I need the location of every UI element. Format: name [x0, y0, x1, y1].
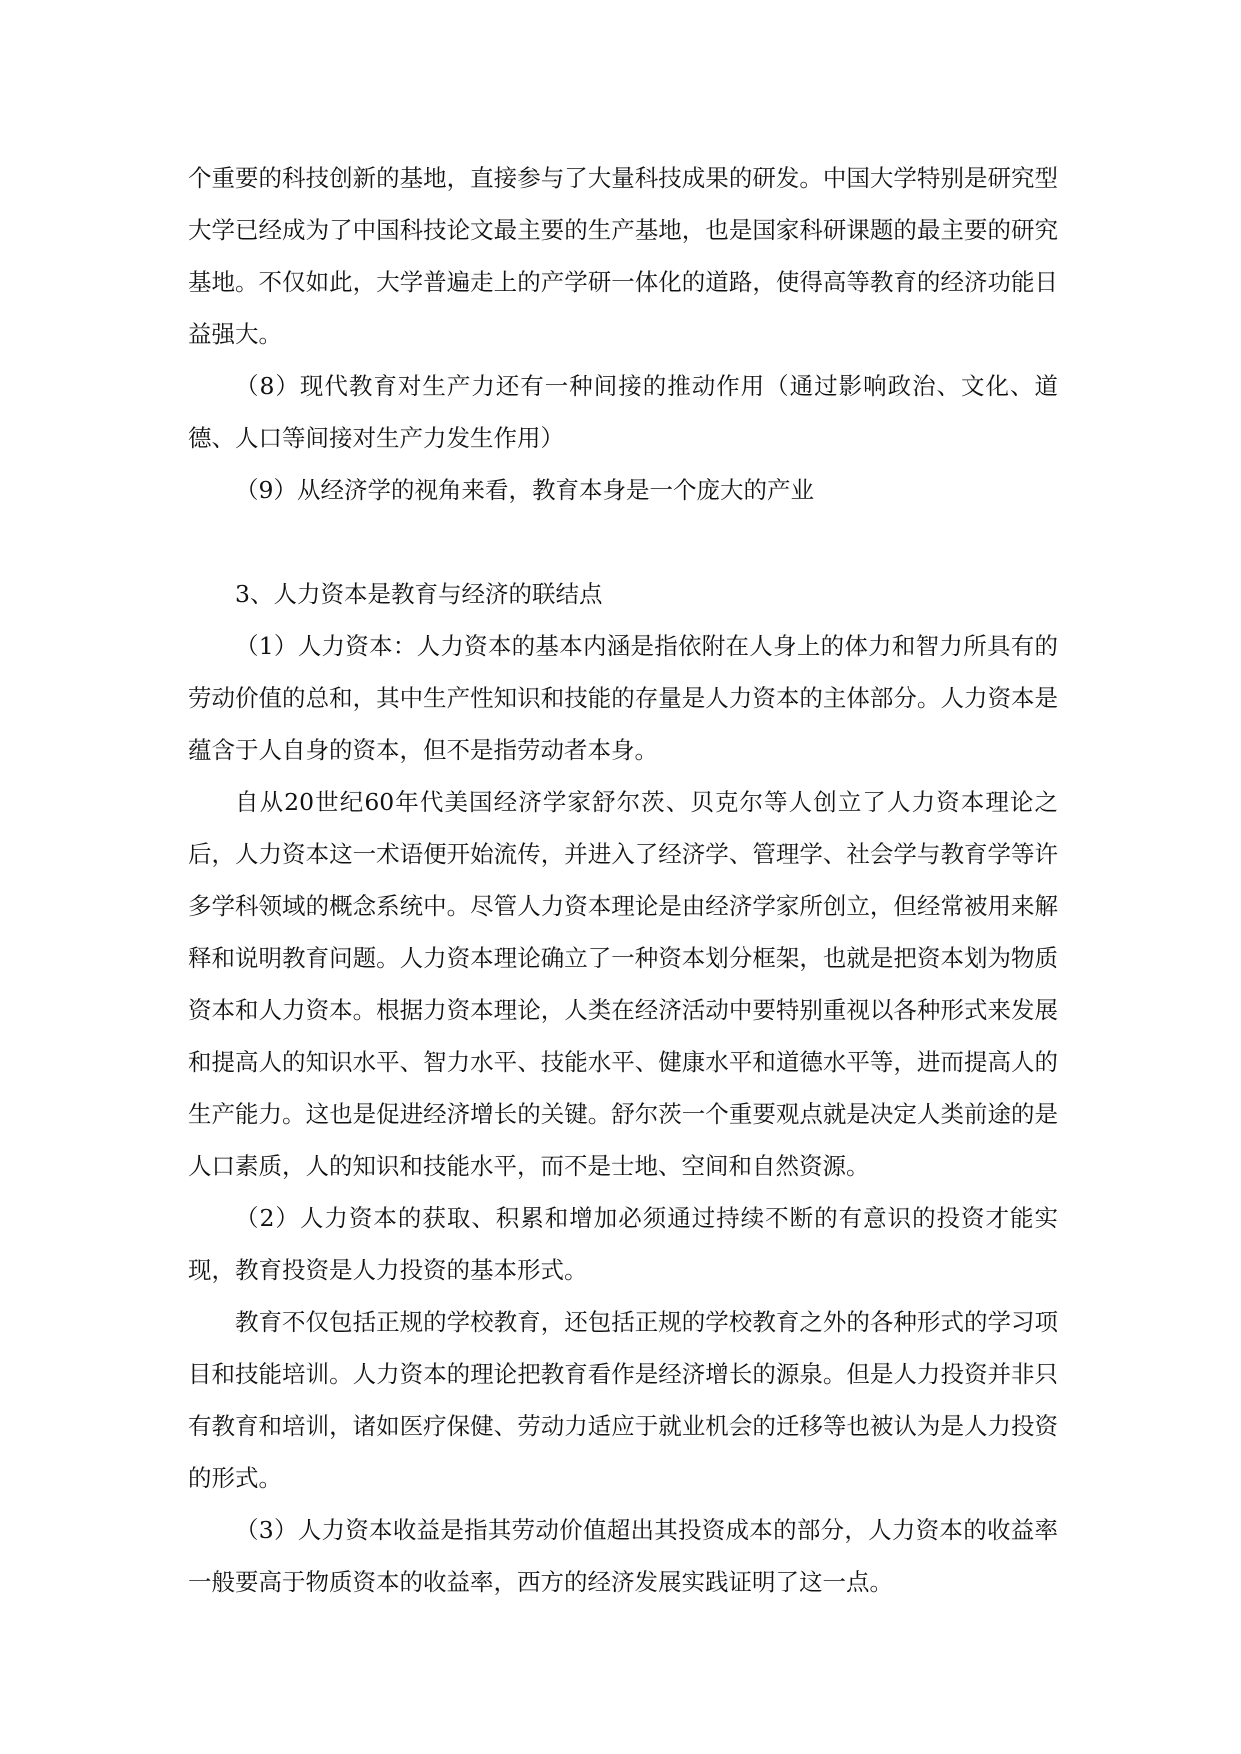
paragraph-education-scope: 教育不仅包括正规的学校教育，还包括正规的学校教育之外的各种形式的学习项目和技能培训。人力资本的理论把教育看作是经济增长的源泉。但是人力投资并非只有教育和培训，诸如医疗保健、劳动力适应于就业机会的迁移等也被认为是人力投资的形式。: [188, 1308, 1058, 1492]
paragraph-human-capital-theory: 自从20世纪60年代美国经济学家舒尔茨、贝克尔等人创立了人力资本理论之后，人力资本这一术语便开始流传，并进入了经济学、管理学、社会学与教育学等许多学科领域的概念系统中。尽管人力资本理论是由经济学家所创立，但经常被用来解释和说明教育问题。人力资本理论确立了一种资本划分框架，也就是把资本划为物质资本和人力资本。根据力资本理论，人类在经济活动中要特别重视以各种形式来发展和提高人的知识水平、智力水平、技能水平、健康水平和道德水平等，进而提高人的生产能力。这也是促进经济增长的关键。舒尔茨一个重要观点就是决定人类前途的是人口素质，人的知识和技能水平，而不是士地、空间和自然资源。: [188, 788, 1058, 1180]
paragraph-item-9: （9）从经济学的视角来看，教育本身是一个庞大的产业: [235, 476, 814, 504]
paragraph-item-3: （3）人力资本收益是指其劳动价值超出其投资成本的部分，人力资本的收益率一般要高于物质资本的收益率，西方的经济发展实践证明了这一点。: [188, 1516, 1058, 1596]
section-heading: 3、人力资本是教育与经济的联结点: [235, 580, 603, 608]
paragraph-continuation: 个重要的科技创新的基地，直接参与了大量科技成果的研发。中国大学特别是研究型大学已经成为了中国科技论文最主要的生产基地，也是国家科研课题的最主要的研究基地。不仅如此，大学普遍走上的产学研一体化的道路，使得高等教育的经济功能日益强大。: [188, 164, 1058, 348]
blank-line: [188, 516, 1058, 568]
document-body: [188, 152, 1058, 1608]
paragraph-item-2: （2）人力资本的获取、积累和增加必须通过持续不断的有意识的投资才能实现，教育投资是人力投资的基本形式。: [188, 1204, 1058, 1284]
paragraph-item-8: （8）现代教育对生产力还有一种间接的推动作用（通过影响政治、文化、道德、人口等间接对生产力发生作用）: [188, 372, 1058, 452]
paragraph-item-1: （1）人力资本：人力资本的基本内涵是指依附在人身上的体力和智力所具有的劳动价值的总和，其中生产性知识和技能的存量是人力资本的主体部分。人力资本是蕴含于人自身的资本，但不是指劳动者本身。: [188, 632, 1058, 764]
